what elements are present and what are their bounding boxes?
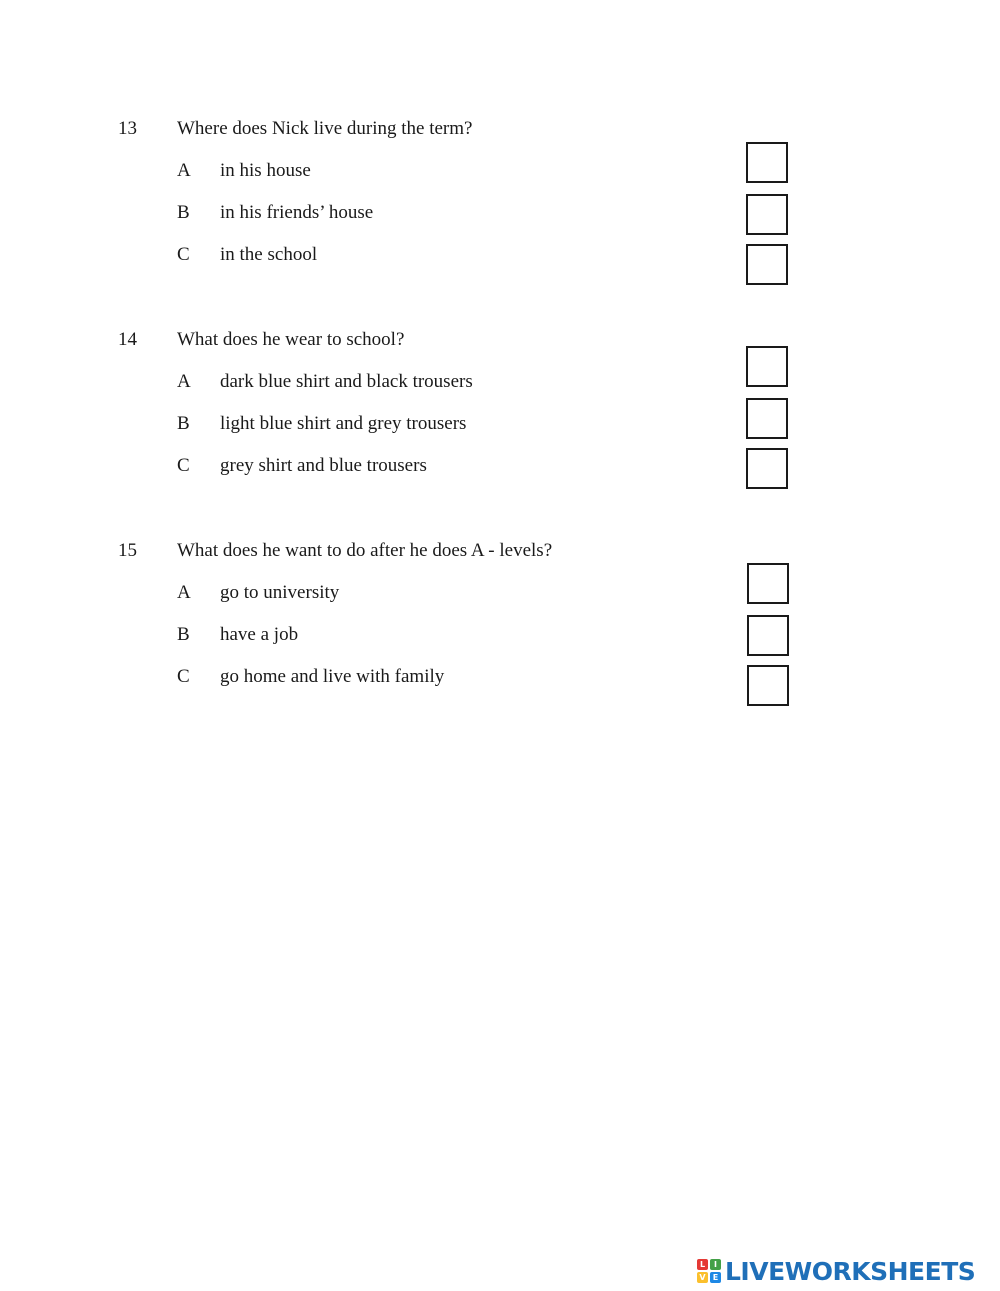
answer-checkbox-15c[interactable]	[747, 665, 789, 706]
option-text-a: dark blue shirt and black trousers	[220, 371, 473, 392]
option-letter-a: A	[177, 582, 191, 603]
option-letter-b: B	[177, 202, 190, 223]
option-text-c: grey shirt and blue trousers	[220, 455, 427, 476]
liveworksheets-logo	[697, 1257, 975, 1285]
option-text-b: light blue shirt and grey trousers	[220, 413, 467, 434]
option-text-c: go home and live with family	[220, 666, 445, 687]
answer-checkbox-13a[interactable]	[746, 142, 788, 183]
logo-mark-i: I	[710, 1259, 721, 1270]
question-text: What does he wear to school?	[177, 329, 405, 350]
option-text-b: have a job	[220, 624, 299, 645]
question-text: What does he want to do after he does A - levels?	[177, 540, 553, 561]
answer-checkbox-15b[interactable]	[747, 615, 789, 656]
answer-checkbox-14c[interactable]	[746, 448, 788, 489]
question-number: 13	[118, 118, 137, 139]
option-letter-c: C	[177, 666, 190, 687]
option-letter-c: C	[177, 455, 190, 476]
answer-checkbox-13c[interactable]	[746, 244, 788, 285]
answer-checkbox-13b[interactable]	[746, 194, 788, 235]
option-letter-b: B	[177, 413, 190, 434]
option-letter-c: C	[177, 244, 190, 265]
logo-text: LIVEWORKSHEETS	[725, 1256, 976, 1286]
option-text-c: in the school	[220, 244, 318, 265]
option-letter-a: A	[177, 371, 191, 392]
logo-mark-v: V	[697, 1272, 708, 1283]
answer-checkbox-15a[interactable]	[747, 563, 789, 604]
answer-checkbox-14a[interactable]	[746, 346, 788, 387]
option-text-a: go to university	[220, 582, 340, 603]
question-number: 15	[118, 540, 137, 561]
option-letter-a: A	[177, 160, 191, 181]
question-number: 14	[118, 329, 137, 350]
option-text-a: in his house	[220, 160, 311, 181]
logo-mark-icon	[697, 1259, 721, 1283]
answer-checkbox-14b[interactable]	[746, 398, 788, 439]
question-text: Where does Nick live during the term?	[177, 118, 473, 139]
logo-mark-l: L	[697, 1259, 708, 1270]
logo-mark-e: E	[710, 1272, 721, 1283]
option-letter-b: B	[177, 624, 190, 645]
option-text-b: in his friends’ house	[220, 202, 374, 223]
